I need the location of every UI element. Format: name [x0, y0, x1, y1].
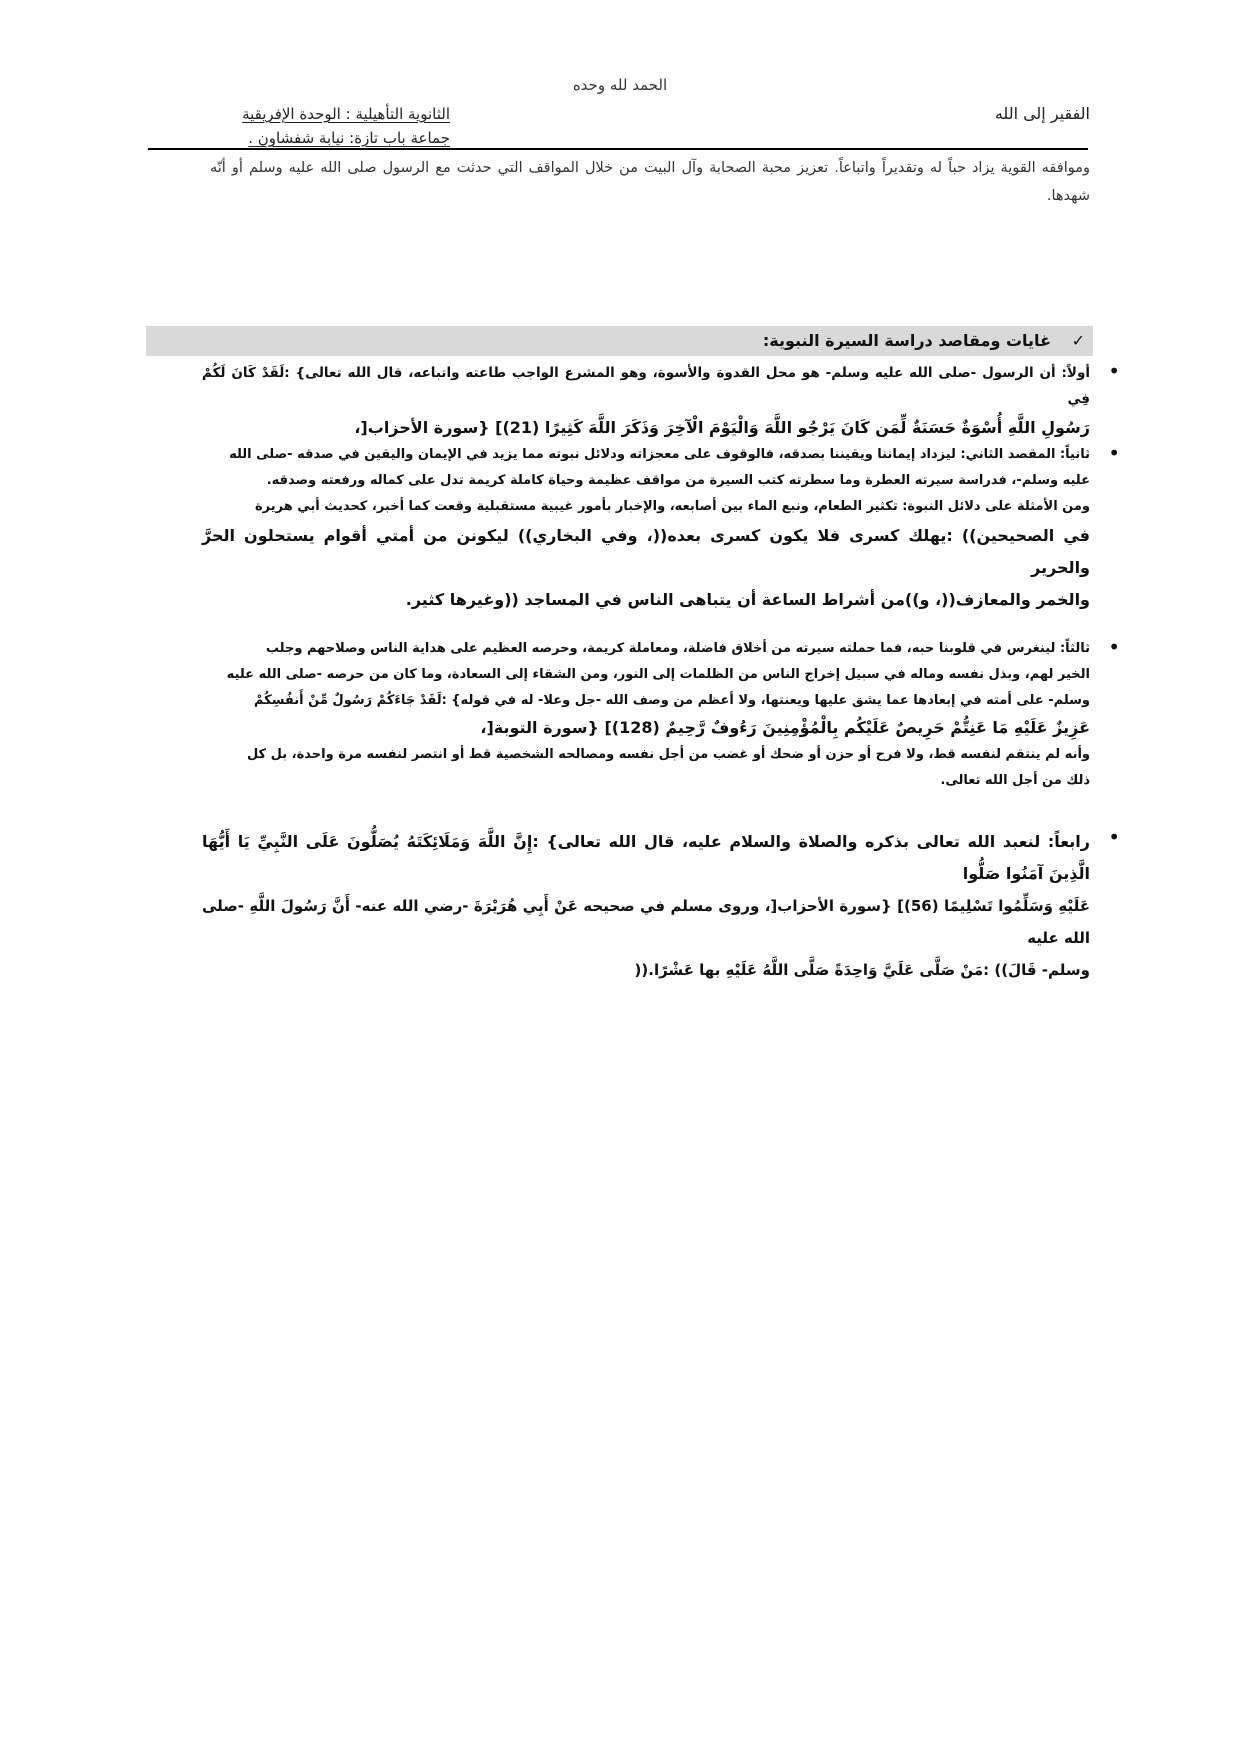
header-basmala: الحمد لله وحده: [572, 76, 668, 94]
checkmark-icon: ✓: [1071, 331, 1085, 350]
item-line: الخير لهم، وبذل نفسه وماله في سبيل إخراج الناس من الظلمات إلى النور، ومن الشقاء إلى السعادة، وما كان من حرصه -صلى الله عليه: [226, 667, 1090, 682]
item-line: ذلك من أجل الله تعالى.: [940, 773, 1090, 788]
item-line: ثانياً: المقصد الثاني: ليزداد إيماننا ويقيننا بصدقه، فالوقوف على معجزاته ودلائل نبوته مما يزيد في الإيمان واليقين في صدقه -صلى الله: [229, 447, 1090, 462]
item-line: وسلم- على أمته في إبعادها عما يشق عليها ويعنتها، ولا أعظم من وصف الله -جل وعلا- له في قوله} :لَقَدْ جَاءَكُمْ رَسُولٌ مِّنْ أَنفُسِكُمْ: [253, 693, 1090, 708]
item-line: في الصحيحين)) :يهلك كسرى فلا يكون كسرى بعده((، وفي البخاري)) ليكونن من أمتي أقوام يستحلون الحرَّ والحرير: [202, 526, 1090, 577]
bullet-icon: •: [1108, 825, 1120, 849]
item-line: عَزِيزٌ عَلَيْهِ مَا عَنِتُّمْ حَرِيصٌ عَلَيْكُم بِالْمُؤْمِنِينَ رَءُوفٌ رَّحِيمٌ (128)] {سورة التوبة[،: [480, 718, 1090, 737]
section-heading-bar: [146, 326, 1093, 356]
item-line: وأنه لم ينتقم لنفسه قط، ولا فرح أو حزن أو ضحك أو غضب من أجل نفسه ومصالحه الشخصية قط أو انتصر لنفسه مرة واحدة، بل كل: [246, 747, 1090, 762]
bullet-icon: •: [1108, 359, 1120, 383]
list-item-fourth: [202, 825, 1120, 986]
item-line: والخمر والمعازف((، و))من أشراط الساعة أن يتباهى الناس في المساجد ((وغيرها كثير.: [405, 590, 1090, 609]
header-school-block: [150, 102, 450, 150]
header-author: الفقير إلى الله: [994, 104, 1090, 123]
bullet-icon: •: [1108, 635, 1120, 659]
list-item-second: [202, 441, 1120, 616]
item-line: رَسُولِ اللَّهِ أُسْوَةٌ حَسَنَةٌ لِّمَن كَانَ يَرْجُو اللَّهَ وَالْيَوْمَ الْآخِرَ وَذَكَرَ اللَّهَ كَثِيرًا (21)] {سورة الأحزاب[،: [354, 418, 1090, 437]
list-item-first: [202, 359, 1120, 444]
bullet-icon: •: [1108, 441, 1120, 465]
intro-paragraph: وموافقه القوية يزاد حباً له وتقديراً واتباعاً. تعزيز محبة الصحابة وآل البيت من خلال المواقف التي حدثت مع الرسول صلى الله عليه وسلم أو أنّه شهدها.: [210, 160, 1090, 204]
item-line: وسلم- قَالَ)) :مَنْ صَلَّى عَلَيَّ وَاحِدَةً صَلَّى اللَّهُ عَلَيْهِ بها عَشْرًا.((: [634, 961, 1090, 979]
list-item-third: [202, 635, 1120, 794]
header-divider: [148, 148, 1088, 150]
header-commune: جماعة باب تازة: نيابة شفشاون .: [248, 129, 450, 147]
item-line: أولاً: أن الرسول -صلى الله عليه وسلم- هو محل القدوة والأسوة، وهو المشرع الواجب طاعته واتباعه، قال الله تعالى} :لَقَدْ كَانَ لَكُمْ فِي: [202, 365, 1090, 407]
item-line: رابعاً: لنعبد الله تعالى بذكره والصلاة والسلام عليه، قال الله تعالى} :إِنَّ اللَّهَ وَمَلَائِكَتَهُ يُصَلُّونَ عَلَى النَّبِيِّ يَا أَيُّهَا الَّذِينَ آمَنُوا صَلُّوا: [202, 832, 1090, 883]
section-title: غايات ومقاصد دراسة السيرة النبوية:: [762, 331, 1051, 350]
header-school: الثانوية التأهيلية : الوحدة الإفريقية: [242, 105, 450, 123]
item-line: عَلَيْهِ وَسَلِّمُوا تَسْلِيمًا (56)] {سورة الأحزاب[، وروى مسلم في صحيحه عَنْ أَبِي هُرَيْرَةَ -رضي الله عنه- أَنَّ رَسُولَ اللَّهِ -صلى الله عليه: [202, 897, 1090, 947]
item-line: عليه وسلم-، فدراسة سيرته العطرة وما سطرته كتب السيرة من مواقف عظيمة وحياة كاملة كريمة تدل على كماله ورفعته وصدقه.: [266, 473, 1090, 488]
item-line: ثالثاً: لينغرس في قلوبنا حبه، فما حملته سيرته من أخلاق فاضلة، ومعاملة كريمة، وحرصه العظيم على هداية الناس وصلاحهم وجلب: [265, 641, 1090, 656]
item-line: ومن الأمثلة على دلائل النبوة: تكثير الطعام، ونبع الماء بين أصابعه، والإخبار بأمور غيبية مستقبلية وقعت كما أخبر، كحديث أبي هريرة: [254, 499, 1090, 514]
